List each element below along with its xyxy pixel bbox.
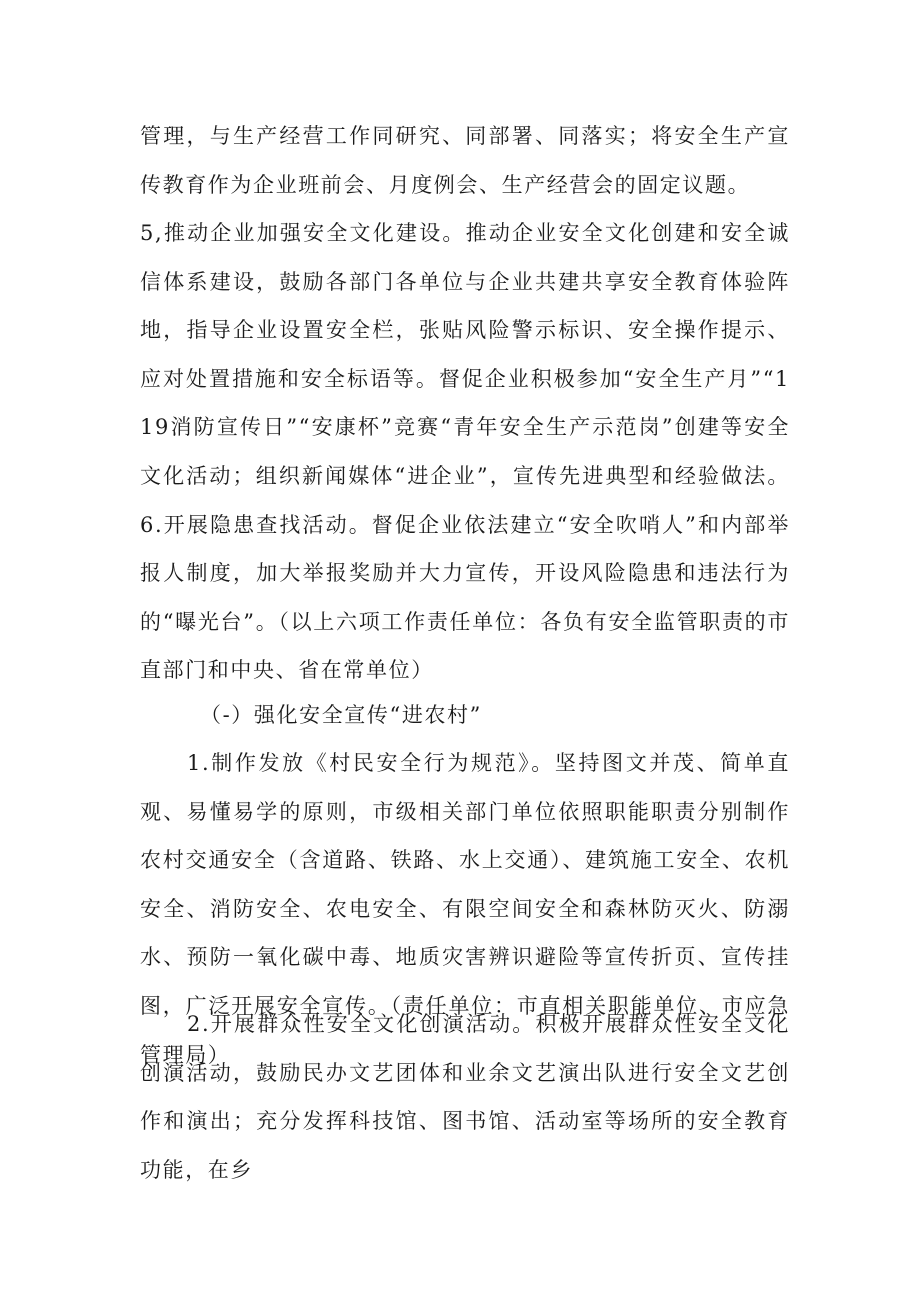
paragraph-item-2: 2.开展群众性安全文化创演活动。积极开展群众性安全文化创演活动，鼓励民办文艺团体和业余文艺演出队进行安全文艺创作和演出；充分发挥科技馆、图书馆、活动室等场所的安全教育功能，在乡 xyxy=(140,1012,790,1182)
paragraph-item-1: 1.制作发放《村民安全行为规范》。坚持图文并茂、简单直观、易懂易学的原则，市级相关部门单位依照职能职责分别制作农村交通安全（含道路、铁路、水上交通）、建筑施工安全、农机安全、消防安全、农电安全、有限空间安全和森林防灭火、防溺水、预防一氧化碳中毒、地质灾害辨识避险等宣传折页、宣传挂图，广泛开展安全宣传。（责任单位：市直相关职能单位、市应急管理局） xyxy=(140,751,790,1067)
paragraph-continuation: 管理，与生产经营工作同研究、同部署、同落实；将安全生产宣传教育作为企业班前会、月度例会、生产经营会的固定议题。 xyxy=(140,124,790,197)
section-heading: （-）强化安全宣传“进农村” xyxy=(200,703,482,727)
paragraph-item-5-6: 5,推动企业加强安全文化建设。推动企业安全文化创建和安全诚信体系建设，鼓励各部门各单位与企业共建共享安全教育体验阵地，指导企业设置安全栏，张贴风险警示标识、安全操作提示、应对处置措施和安全标语等。督促企业积极参加“安全生产月”“119消防宣传日”“安康杯”竞赛“青年安全生产示范岗”创建等安全文化活动；组织新闻媒体“进企业”，宣传先进典型和经验做法。6.开展隐患查找活动。督促企业依法建立“安全吹哨人”和内部举报人制度，加大举报奖励并大力宣传，开设风险隐患和违法行为的“曝光台”。（以上六项工作责任单位：各负有安全监管职责的市直部门和中央、省在常单位） xyxy=(140,221,790,683)
